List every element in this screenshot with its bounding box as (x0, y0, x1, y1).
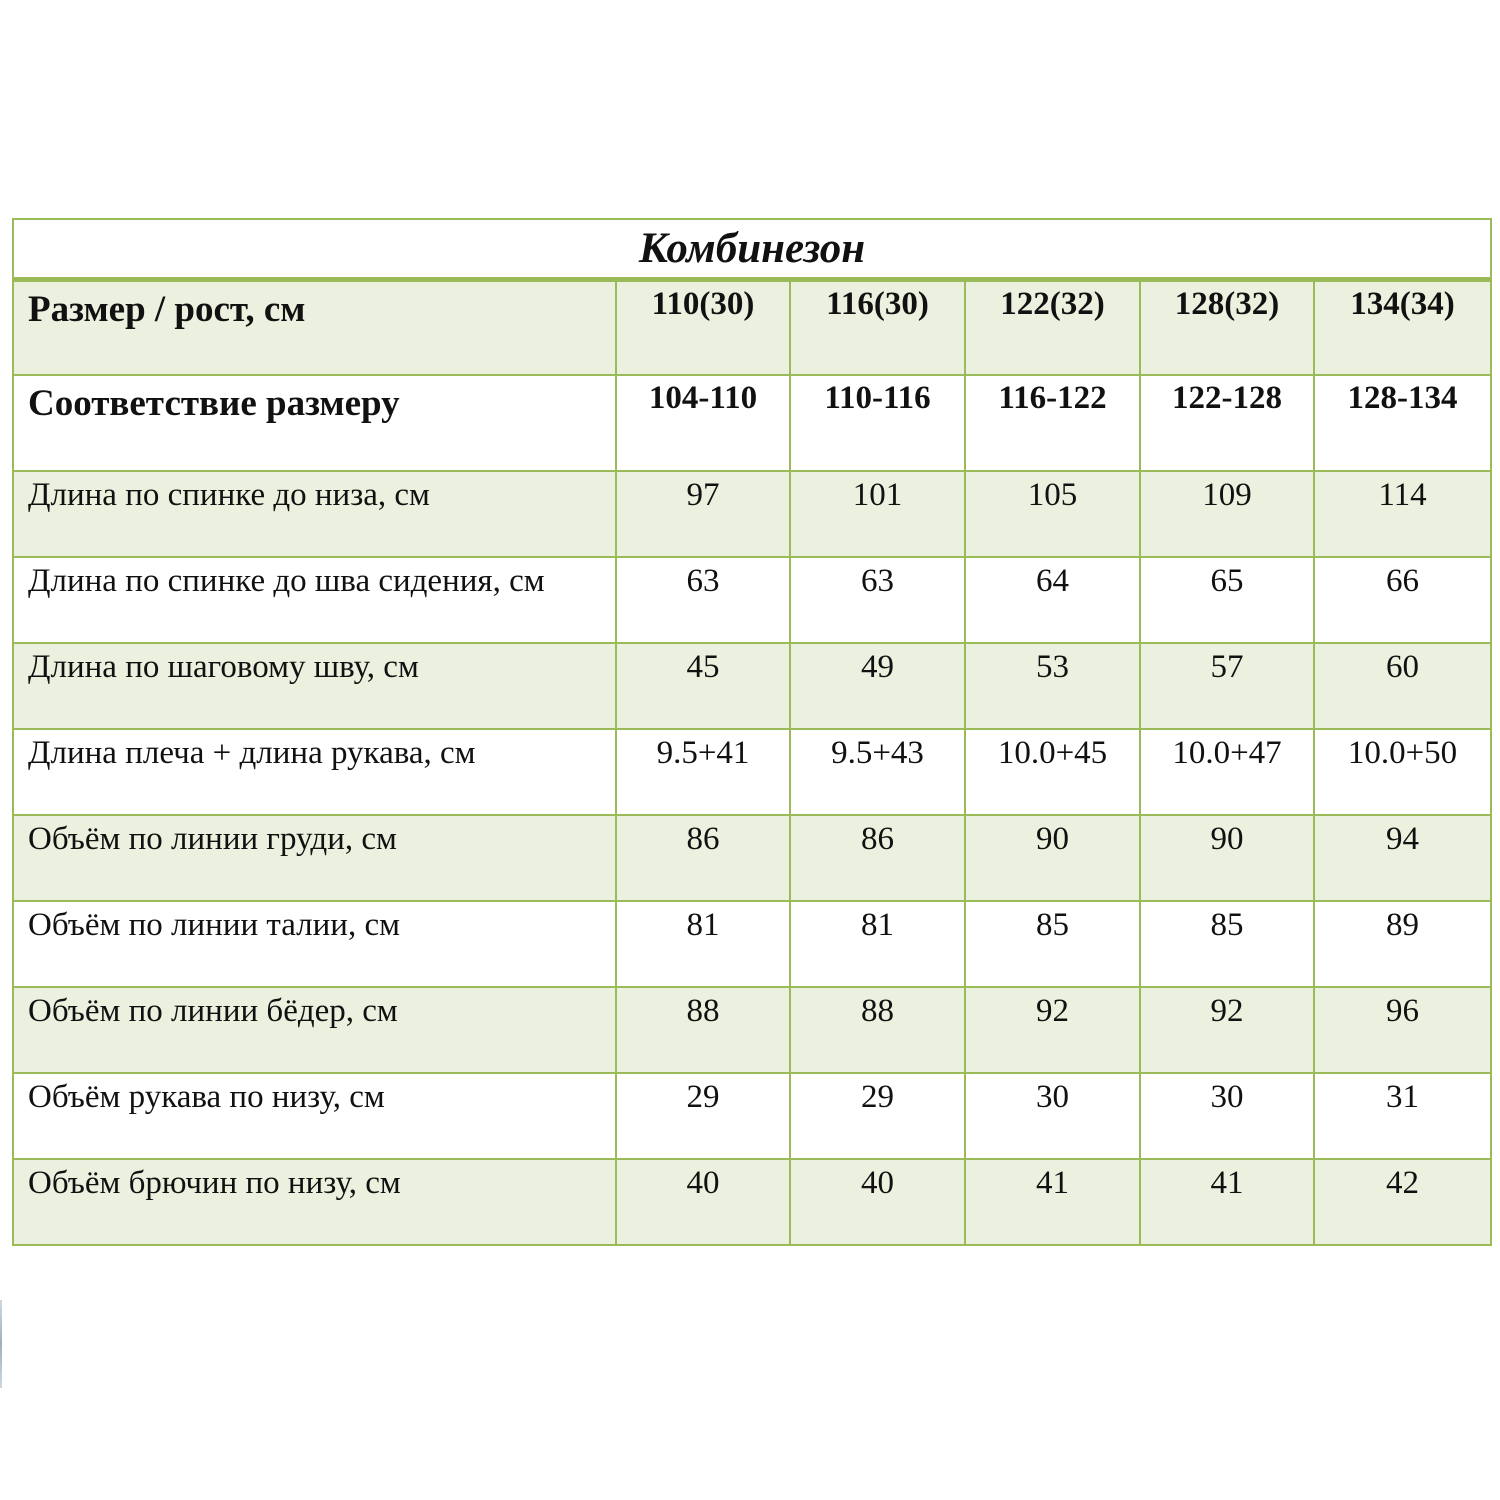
measurement-cell: 92 (1140, 987, 1314, 1073)
measurement-cell: 85 (965, 901, 1140, 987)
row-label: Размер / рост, см (13, 279, 616, 375)
table-row (13, 729, 1491, 815)
row-label: Объём по линии талии, см (13, 901, 616, 987)
measurement-cell: 85 (1140, 901, 1314, 987)
measurement-cell: 60 (1314, 643, 1491, 729)
measurement-cell: 90 (965, 815, 1140, 901)
header-row-size-height (13, 279, 1491, 375)
table-row (13, 557, 1491, 643)
measurement-cell: 109 (1140, 471, 1314, 557)
measurement-cell: 10.0+50 (1314, 729, 1491, 815)
measurement-cell: 88 (790, 987, 965, 1073)
row-label: Объём рукава по низу, см (13, 1073, 616, 1159)
measurement-cell: 64 (965, 557, 1140, 643)
measurement-cell: 86 (616, 815, 790, 901)
row-label: Длина по шаговому шву, см (13, 643, 616, 729)
table-title: Комбинезон (13, 219, 1491, 279)
size-range-cell: 128-134 (1314, 375, 1491, 471)
measurement-cell: 42 (1314, 1159, 1491, 1245)
row-label: Длина по спинке до шва сидения, см (13, 557, 616, 643)
measurement-cell: 40 (616, 1159, 790, 1245)
table-row (13, 1159, 1491, 1245)
measurement-cell: 86 (790, 815, 965, 901)
measurement-cell: 57 (1140, 643, 1314, 729)
size-range-cell: 116-122 (965, 375, 1140, 471)
measurement-cell: 65 (1140, 557, 1314, 643)
edge-artifact (0, 1300, 2, 1388)
measurement-cell: 31 (1314, 1073, 1491, 1159)
size-cell: 116(30) (790, 279, 965, 375)
size-cell: 134(34) (1314, 279, 1491, 375)
measurement-cell: 30 (965, 1073, 1140, 1159)
row-label: Объём по линии бёдер, см (13, 987, 616, 1073)
measurement-cell: 101 (790, 471, 965, 557)
measurement-cell: 10.0+45 (965, 729, 1140, 815)
table-row (13, 901, 1491, 987)
measurement-cell: 96 (1314, 987, 1491, 1073)
measurement-cell: 97 (616, 471, 790, 557)
size-range-cell: 110-116 (790, 375, 965, 471)
measurement-cell: 63 (616, 557, 790, 643)
measurement-cell: 94 (1314, 815, 1491, 901)
row-label: Длина по спинке до низа, см (13, 471, 616, 557)
size-range-cell: 104-110 (616, 375, 790, 471)
measurement-cell: 41 (1140, 1159, 1314, 1245)
measurement-cell: 81 (790, 901, 965, 987)
measurement-cell: 90 (1140, 815, 1314, 901)
size-cell: 122(32) (965, 279, 1140, 375)
size-chart-table (12, 218, 1492, 1246)
measurement-cell: 88 (616, 987, 790, 1073)
measurement-cell: 30 (1140, 1073, 1314, 1159)
row-label: Соответствие размеру (13, 375, 616, 471)
measurement-cell: 114 (1314, 471, 1491, 557)
measurement-cell: 9.5+43 (790, 729, 965, 815)
size-cell: 128(32) (1140, 279, 1314, 375)
measurement-cell: 29 (790, 1073, 965, 1159)
row-label: Объём брючин по низу, см (13, 1159, 616, 1245)
table-row (13, 643, 1491, 729)
measurement-cell: 81 (616, 901, 790, 987)
measurement-cell: 9.5+41 (616, 729, 790, 815)
measurement-cell: 89 (1314, 901, 1491, 987)
measurement-cell: 40 (790, 1159, 965, 1245)
header-row-size-match (13, 375, 1491, 471)
measurement-cell: 49 (790, 643, 965, 729)
measurement-cell: 53 (965, 643, 1140, 729)
row-label: Длина плеча + длина рукава, см (13, 729, 616, 815)
measurement-cell: 29 (616, 1073, 790, 1159)
measurement-cell: 10.0+47 (1140, 729, 1314, 815)
measurement-cell: 105 (965, 471, 1140, 557)
title-row (13, 219, 1491, 279)
size-cell: 110(30) (616, 279, 790, 375)
row-label: Объём по линии груди, см (13, 815, 616, 901)
measurement-cell: 41 (965, 1159, 1140, 1245)
measurement-cell: 92 (965, 987, 1140, 1073)
measurement-cell: 66 (1314, 557, 1491, 643)
table-row (13, 1073, 1491, 1159)
table-row (13, 471, 1491, 557)
measurement-cell: 63 (790, 557, 965, 643)
table-row (13, 815, 1491, 901)
size-range-cell: 122-128 (1140, 375, 1314, 471)
table-row (13, 987, 1491, 1073)
measurement-cell: 45 (616, 643, 790, 729)
